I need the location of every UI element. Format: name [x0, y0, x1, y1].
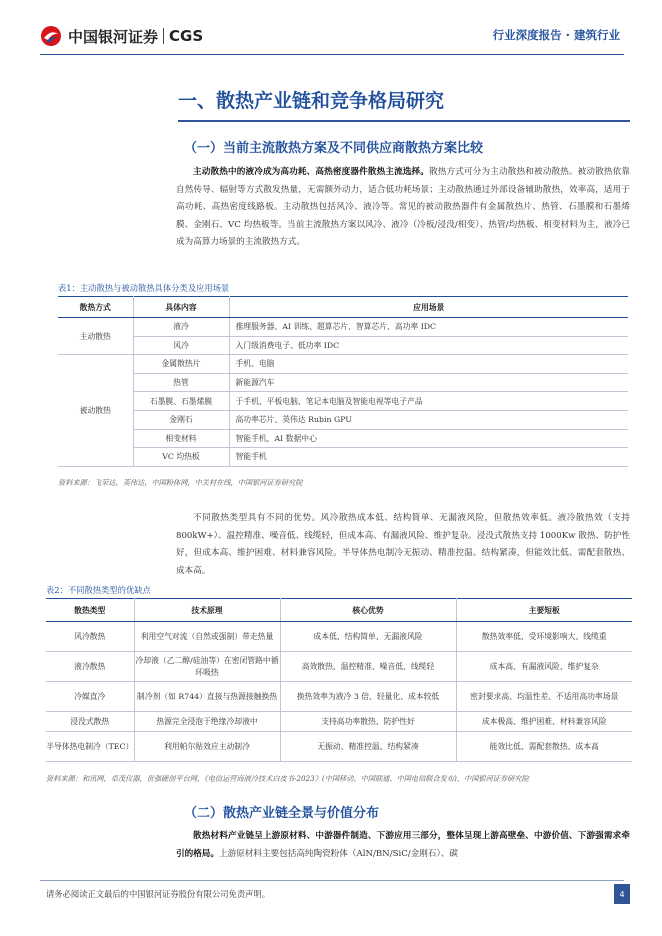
table-row [46, 622, 632, 652]
table-row [58, 429, 628, 448]
table-row [46, 732, 632, 762]
cgs-logo-icon [40, 25, 62, 47]
table-cell: 金刚石 [133, 410, 229, 429]
table1-source: 资料来源：飞荣达，英伟达，中国粉体网，中关村在线，中国银河证券研究院 [58, 478, 303, 487]
table-header-cell: 具体内容 [133, 297, 229, 318]
table-cell: VC 均热板 [133, 448, 229, 467]
subsection-heading-1: （一）当前主流散热方案及不同供应商散热方案比较 [184, 141, 484, 156]
table-cell: 智能手机 [229, 448, 628, 467]
table-cell: 利用空气对流（自然或强制）带走热量 [134, 622, 280, 652]
table-row [58, 355, 628, 374]
table-heat-dissipation-classification [58, 296, 628, 467]
table-cell: 风冷 [133, 336, 229, 355]
table-row [58, 448, 628, 467]
table-cell: 液冷 [133, 318, 229, 337]
table-cell: 相变材料 [133, 429, 229, 448]
table-cell: 高功率芯片、英伟达 Rubin GPU [229, 410, 628, 429]
brand-logo [40, 22, 203, 50]
table-row [46, 712, 632, 732]
table-cell: 成本高、有漏液风险、维护复杂 [456, 652, 632, 682]
table-header-cell: 散热方式 [58, 297, 133, 318]
table-cell: 冷媒直冷 [46, 682, 134, 712]
table-cell: 热源完全浸泡于绝缘冷却液中 [134, 712, 280, 732]
table-heat-dissipation-pros-cons [46, 598, 632, 762]
table-cell: 智能手机，AI 数据中心 [229, 429, 628, 448]
paragraph-3 [176, 828, 630, 863]
subsection-heading-2: （二）散热产业链全景与价值分布 [184, 806, 380, 821]
table-header-cell: 核心优势 [280, 599, 456, 622]
table-cell: 能效比低、需配套散热、成本高 [456, 732, 632, 762]
table-cell: 高效散热、温控精准、噪音低、线缆轻 [280, 652, 456, 682]
table-row [58, 318, 628, 337]
table-cell: 冷却液（乙二醇/硅油等）在密闭管路中循环吸热 [134, 652, 280, 682]
table2-caption: 表2：不同散热类型的优缺点 [46, 585, 151, 595]
table-cell: 手机、电脑 [229, 355, 628, 374]
table-header-cell: 技术原理 [134, 599, 280, 622]
footer-disclaimer: 请务必阅读正文最后的中国银河证券股份有限公司免责声明。 [46, 889, 271, 899]
table-row [58, 410, 628, 429]
table-cell: 推理服务器、AI 训练、超算芯片、智算芯片、高功率 IDC [229, 318, 628, 337]
table-cell: 半导体热电制冷（TEC） [46, 732, 134, 762]
table-cell: 成本低、结构简单、无漏液风险 [280, 622, 456, 652]
table-cell: 液冷散热 [46, 652, 134, 682]
table-header-cell: 应用场景 [229, 297, 628, 318]
table-cell: 石墨膜、石墨烯膜 [133, 392, 229, 411]
table-cell: 换热效率为液冷 3 倍、轻量化、成本较低 [280, 682, 456, 712]
table-header-cell: 主要短板 [456, 599, 632, 622]
table-row [58, 392, 628, 411]
table-cell: 入门级消费电子、低功率 IDC [229, 336, 628, 355]
table-cell: 风冷散热 [46, 622, 134, 652]
page-number: 4 [614, 884, 630, 904]
logo-divider [163, 28, 164, 44]
table1-caption: 表1：主动散热与被动散热具体分类及应用场景 [58, 283, 230, 293]
section-heading-underline [178, 120, 630, 122]
paragraph-1-lead: 主动散热中的液冷成为高功耗、高热密度器件散热主流选择。 [193, 167, 430, 177]
table-row [58, 373, 628, 392]
table-cell: 新能源汽车 [229, 373, 628, 392]
table-cell: 浸没式散热 [46, 712, 134, 732]
report-type-label: 行业深度报告 · 建筑行业 [492, 28, 620, 42]
group-cell-passive: 被动散热 [58, 355, 133, 467]
table-cell: 无振动、精准控温、结构紧凑 [280, 732, 456, 762]
paragraph-2-body: 不同散热类型具有不同的优势。风冷散热成本低、结构简单、无漏液风险，但散热效率低。液冷散热效（支持 800kW+）、温控精准、噪音低、线缆轻，但成本高、有漏液风险、维护复杂。浸没式散热支持 1000Kw 散热、防护性好，但成本高、维护困难、材料兼容风险。半导体热电制冷无振动、精准控温、结构紧凑，但能效比低、需配套散热、成本高。 [176, 513, 630, 576]
logo-chinese-name: 中国银河证券 [68, 27, 159, 46]
table-header-cell: 散热类型 [46, 599, 134, 622]
table2-source: 资料来源：和讯网，卓茂仪器，世强硬创平台网，《电信运营商液冷技术白皮书-2023》(中国移动、中国联通、中国电信联合发布)，中国银河证券研究院 [46, 774, 529, 783]
table-cell: 支持高功率散热、防护性好 [280, 712, 456, 732]
table-cell: 热管 [133, 373, 229, 392]
logo-english-name: CGS [169, 27, 204, 45]
table-cell: 散热效率低、受环境影响大、线缆重 [456, 622, 632, 652]
paragraph-3-body: 上游原材料主要包括高纯陶瓷粉体（AlN/BN/SiC/金刚石）、碳 [218, 848, 458, 859]
header-divider [40, 54, 624, 55]
group-cell-active: 主动散热 [58, 318, 133, 355]
table-cell: 成本极高、维护困难、材料兼容风险 [456, 712, 632, 732]
table-cell: 利用帕尔贴效应主动制冷 [134, 732, 280, 762]
table-row [46, 682, 632, 712]
paragraph-1 [176, 164, 630, 252]
table-cell: 金属散热片 [133, 355, 229, 374]
paragraph-2 [176, 510, 630, 580]
footer-divider [40, 880, 624, 881]
table-header-row [58, 297, 628, 318]
paragraph-1-body: 散热方式可分为主动散热和被动散热。被动散热依靠自然传导、辐射等方式散发热量，无需额外动力，适合低功耗场景；主动散热通过外部设备辅助散热，效率高，适用于高功耗、高热密度线路板。主动散热包括风冷、液冷等。常见的被动散热器件有金属散热片、热管、石墨膜和石墨烯膜、金刚石、VC 均热板等。当前主流散热方案以风冷、液冷（冷板/浸没/相变）、热管/均热板、相变材料为主，液冷已成为高算力场景的主流散热方式。 [176, 167, 630, 247]
section-heading: 一、散热产业链和竞争格局研究 [178, 90, 445, 112]
table-header-row [46, 599, 632, 622]
paragraph-3-lead: 散热材料产业链呈上游原材料、中游器件制造、下游应用三部分，整体呈现上游高壁垒、中游价值、下游强需求牵引的格局。 [176, 831, 630, 859]
table-row [58, 336, 628, 355]
table-cell: 密封要求高、均温性差、不适用高功率场景 [456, 682, 632, 712]
table-cell: 制冷剂（如 R744）直接与热源接触换热 [134, 682, 280, 712]
table-cell: 于手机、平板电脑、笔记本电脑及智能电视等电子产品 [229, 392, 628, 411]
table-row [46, 652, 632, 682]
